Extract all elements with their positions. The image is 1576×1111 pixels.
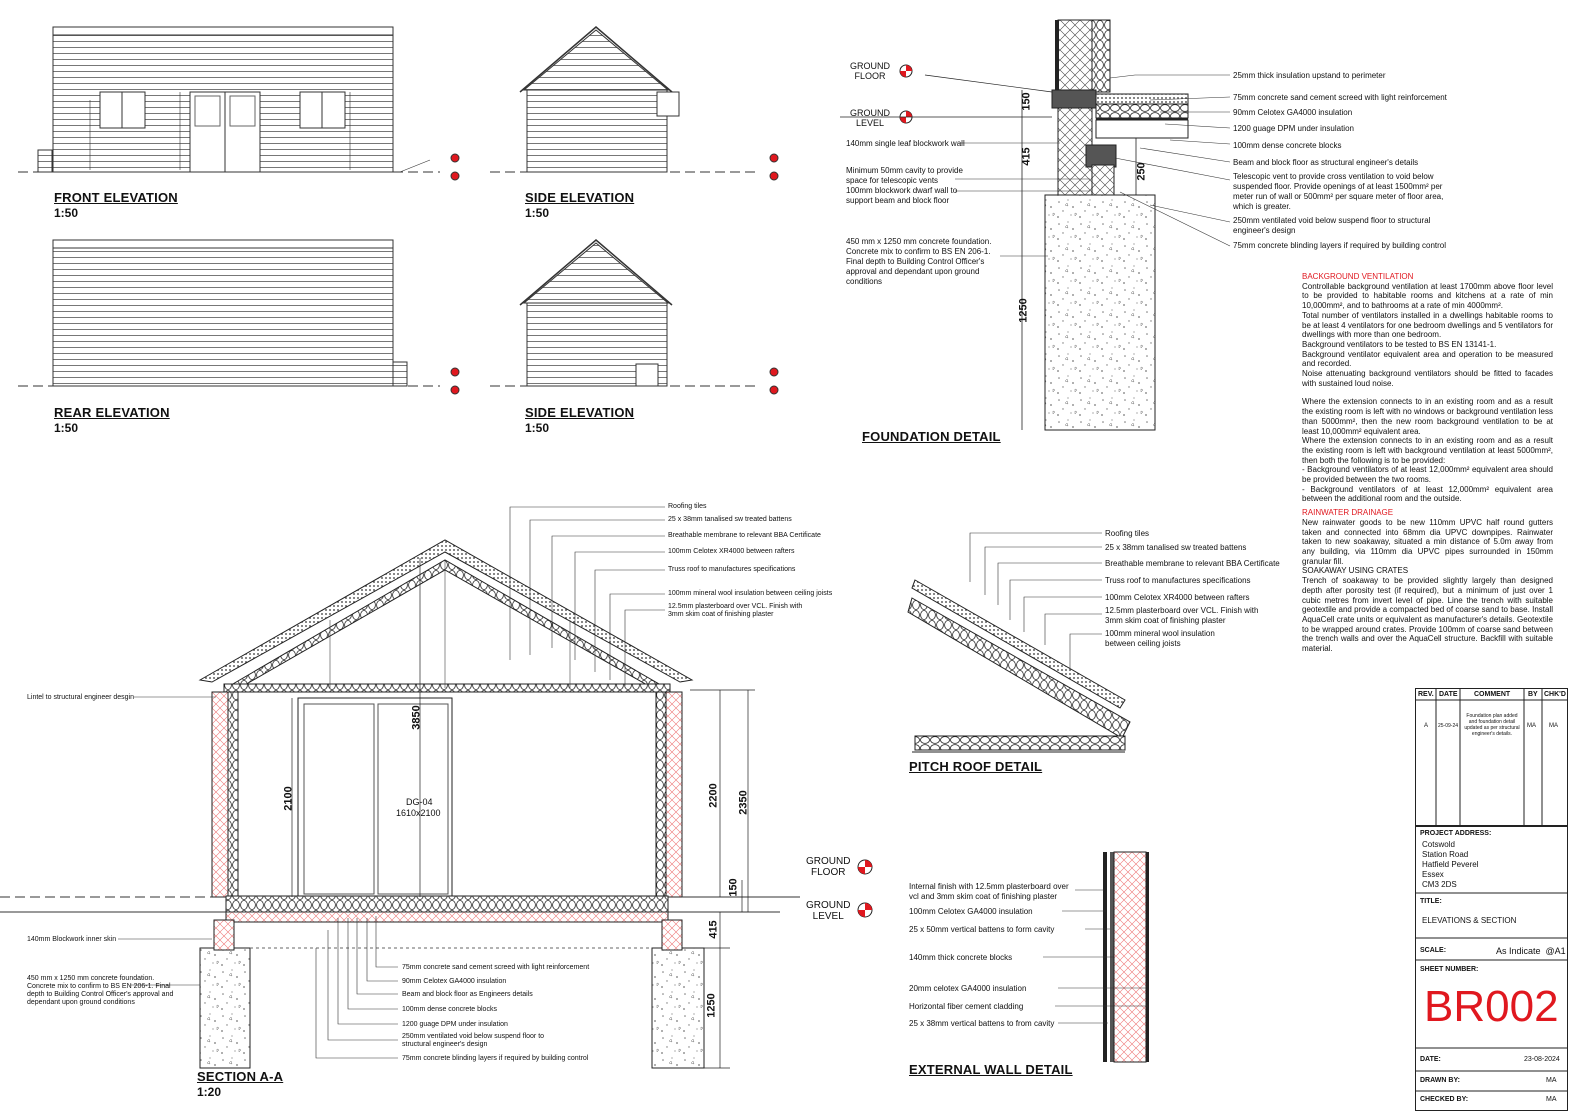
pitch-roof-detail-drawing	[908, 533, 1130, 752]
external-wall-detail-title: EXTERNAL WALL DETAIL	[909, 1062, 1073, 1077]
by-cell: MA	[1527, 723, 1536, 729]
pitch-roof-detail-title: PITCH ROOF DETAIL	[909, 759, 1043, 774]
section-roof-note: 100mm mineral wool insulation between ceiling joists	[668, 590, 833, 597]
sheet-number-label: SHEET NUMBER:	[1420, 966, 1479, 973]
address-line: Station Road	[1422, 850, 1469, 859]
date-header: DATE	[1439, 691, 1458, 698]
comment-cell: Foundation plan added and foundation detail updated as per structural engineer's details.	[1464, 713, 1520, 737]
section-floor-note: 1200 guage DPM under insulation	[402, 1021, 508, 1028]
section-roof-note: Roofing tiles	[668, 503, 707, 510]
foundation-note-dense-blocks: 100mm dense concrete blocks	[1233, 141, 1342, 150]
dim-2100: 2100	[282, 786, 295, 811]
revision-table	[1415, 688, 1568, 827]
pitch-roof-note: 100mm Celotex XR4000 between rafters	[1105, 593, 1250, 602]
foundation-detail-title: FOUNDATION DETAIL	[862, 429, 1001, 444]
notes-paragraph: Controllable background ventilation at least 1700mm above floor level to be provided to habitable rooms and kitchens at a rate of min 10,000mm², and to bathrooms at a rate of min 4000mm².	[1302, 281, 1553, 311]
section-lintel-note: Lintel to structural engineer desgin	[27, 694, 135, 701]
front-elevation-title: FRONT ELEVATION	[54, 190, 178, 205]
title-label: TITLE:	[1420, 898, 1442, 905]
external-wall-note: 25 x 50mm vertical battens to form cavity	[909, 925, 1055, 934]
notes-paragraph: Where the extension connects to in an existing room and as a result the existing room is left with background ventilation at least 5000mm², then both the following is to be provided:	[1302, 436, 1553, 465]
section-floor-note: 75mm concrete sand cement screed with light reinforcement	[402, 964, 590, 971]
pitch-roof-note: Truss roof to manufactures specifications	[1105, 576, 1251, 585]
background-ventilation-heading: BACKGROUND VENTILATION	[1302, 272, 1414, 281]
scale-label: SCALE:	[1420, 947, 1447, 954]
notes-paragraph: Trench of soakaway to be provided slightly largely than designed depth after porosity test (if required), but a minimum of just over 1 cubic metres from invert level of pipe. Line the trench with suitable geotextile and provide a compacted bed of coarse sand to base. Install AquaCell crate units or equivalent as manufacturer's details. Geotextile to be wrapped around crates. Provide 100mm of coarse sand between the trench walls and over the AquaCell structure. Backfill with suitable material.	[1302, 576, 1553, 654]
notes-paragraph: Noise attenuating background ventilators should be fitted to facades with sustained loud noise.	[1302, 369, 1553, 388]
foundation-dim-415: 415	[1020, 147, 1033, 166]
notes-paragraph: Background ventilators to be tested to BS EN 13141-1.	[1302, 339, 1497, 349]
dim-415: 415	[707, 920, 720, 939]
foundation-note-dwarf-wall: 100mm blockwork dwarf wall to support beam and block floor	[846, 186, 958, 205]
front-elevation-scale: 1:50	[54, 206, 79, 220]
section-floor-note: Beam and block floor as Engineers details	[402, 991, 533, 998]
door-tag: DG-04	[406, 797, 433, 807]
address-line: Cotswold	[1422, 840, 1455, 849]
notes-paragraph: Where the extension connects to in an existing room and as a result the existing room is left with no windows or background ventilation less than 5000mm², then the new room background ventilation to be at least 10,000mm² equivalent area.	[1302, 397, 1553, 436]
section-roof-note: Truss roof to manufactures specifications	[668, 566, 796, 573]
external-wall-note: 140mm thick concrete blocks	[909, 953, 1013, 962]
rev-cell: A	[1424, 723, 1429, 729]
title-value: ELEVATIONS & SECTION	[1422, 916, 1517, 925]
front-elevation-drawing	[18, 27, 459, 180]
section-roof-note: 100mm Celotex XR4000 between rafters	[668, 548, 795, 555]
rear-elevation-scale: 1:50	[54, 421, 79, 435]
foundation-note-concrete: 450 mm x 1250 mm concrete foundation. Concrete mix to confirm to BS EN 206-1. Final depth to Building Control Officer's approval and dependant upon ground conditions	[846, 237, 992, 286]
foundation-note-dpm: 1200 guage DPM under insulation	[1233, 124, 1354, 133]
rainwater-drainage-heading: RAINWATER DRAINAGE	[1302, 508, 1394, 518]
pitch-roof-note: 100mm mineral wool insulation between ceiling joists	[1105, 629, 1215, 648]
section-scale: 1:20	[197, 1085, 222, 1099]
section-floor-note: 75mm concrete blinding layers if required by building control	[402, 1055, 589, 1062]
external-wall-note: 20mm celotex GA4000 insulation	[909, 984, 1027, 993]
foundation-dim-1250: 1250	[1017, 298, 1030, 323]
foundation-note-beam-block: Beam and block floor as structural engineer's details	[1233, 158, 1419, 167]
external-wall-note: 100mm Celotex GA4000 insulation	[909, 907, 1033, 916]
side-elevation-1-title: SIDE ELEVATION	[525, 190, 635, 205]
side-elevation-2-drawing	[490, 240, 778, 394]
section-floor-note: 90mm Celotex GA4000 insulation	[402, 978, 507, 985]
rev-header: REV.	[1418, 691, 1434, 698]
address-line: Hatfield Peverel	[1422, 860, 1479, 869]
dim-3850: 3850	[410, 705, 423, 730]
foundation-note-screed: 75mm concrete sand cement screed with light reinforcement	[1233, 93, 1447, 102]
drawn-by-label: DRAWN BY:	[1420, 1077, 1460, 1084]
notes-paragraph: Background ventilator equivalent area and operation to be measured and recorded.	[1302, 349, 1553, 369]
notes-paragraph: SOAKAWAY USING CRATES	[1302, 566, 1409, 576]
foundation-ground-floor-marker: GROUND FLOOR	[850, 61, 890, 81]
date-value: 23-08-2024	[1524, 1056, 1560, 1063]
side-elevation-1-scale: 1:50	[525, 206, 550, 220]
chkd-header: CHK'D	[1544, 691, 1566, 698]
pitch-roof-note: Roofing tiles	[1105, 529, 1150, 538]
notes-paragraph: - Background ventilators of at least 12,000mm² equivalent area between the additional room and the outside.	[1302, 484, 1553, 504]
sheet-number: BR002	[1424, 982, 1559, 1031]
pitch-roof-note: 25 x 38mm tanalised sw treated battens	[1105, 543, 1247, 552]
foundation-dim-150: 150	[1020, 92, 1033, 111]
scale-value: As Indicate @A1	[1496, 946, 1566, 956]
external-wall-note: Internal finish with 12.5mm plasterboard over vcl and 3mm skim coat of finishing plaster	[909, 882, 1069, 901]
foundation-note-celotex: 90mm Celotex GA4000 insulation	[1233, 108, 1353, 117]
section-roof-note: Breathable membrane to relevant BBA Certificate	[668, 532, 821, 539]
foundation-note-telescopic-vent: Telescopic vent to provide cross ventilation to void below suspended floor. Provide openings of at least 1500mm² per meter run of wall or 500mm² per square meter of floor area, which is greater.	[1233, 172, 1444, 211]
section-floor-note: 250mm ventilated void below suspend floor to structural engineer's design	[402, 1033, 545, 1048]
section-foundation-note: 450 mm x 1250 mm concrete foundation. Concrete mix to confirm to BS EN 206-1. Final depth to Building Control Officer's approval and dependant upon ground conditions	[27, 975, 174, 1006]
drawn-by-value: MA	[1546, 1077, 1557, 1084]
section-roof-note: 25 x 38mm tanalised sw treated battens	[668, 516, 792, 523]
date-label: DATE:	[1420, 1056, 1441, 1063]
foundation-note-upstand: 25mm thick insulation upstand to perimeter	[1233, 71, 1386, 80]
foundation-dim-250: 250	[1135, 162, 1148, 181]
side-elevation-2-scale: 1:50	[525, 421, 550, 435]
rear-elevation-drawing	[18, 240, 459, 394]
rear-elevation-title: REAR ELEVATION	[54, 405, 170, 420]
notes-paragraph: Total number of ventilators installed in a dwellings habitable rooms to be at least 4 ventilators for one bedroom dwellings and 5 ventilators for dwellings with more than one bedroom.	[1302, 310, 1553, 340]
specification-notes	[1302, 272, 1553, 654]
pitch-roof-note: Breathable membrane to relevant BBA Certificate	[1105, 559, 1280, 568]
section-inner-skin-note: 140mm Blockwork inner skin	[27, 936, 117, 943]
foundation-note-void: 250mm ventilated void below suspend floor to structural engineer's design	[1233, 216, 1431, 235]
section-ground-floor-marker: GROUND FLOOR	[806, 856, 851, 878]
section-title: SECTION A-A	[197, 1069, 284, 1084]
foundation-ground-level-marker: GROUND LEVEL	[850, 108, 890, 128]
dim-2350: 2350	[737, 790, 750, 815]
dim-150: 150	[727, 878, 740, 897]
door-size: 1610x2100	[396, 808, 441, 818]
project-address-label: PROJECT ADDRESS:	[1420, 830, 1492, 837]
dim-1250: 1250	[705, 993, 718, 1018]
dim-2200: 2200	[707, 783, 720, 808]
side-elevation-2-title: SIDE ELEVATION	[525, 405, 635, 420]
section-roof-note: 12.5mm plasterboard over VCL. Finish with 3mm skim coat of finishing plaster	[668, 603, 803, 618]
address-line: CM3 2DS	[1422, 880, 1457, 889]
external-wall-note: 25 x 38mm vertical battens to from cavity	[909, 1019, 1055, 1028]
date-cell: 25-09-24	[1438, 723, 1459, 729]
checked-by-value: MA	[1546, 1096, 1557, 1103]
side-elevation-1-drawing	[490, 27, 778, 180]
section-floor-note: 100mm dense concrete blocks	[402, 1006, 497, 1013]
notes-paragraph: - Background ventilators of at least 12,000mm² equivalent area should be provided between the two rooms.	[1302, 465, 1553, 485]
checked-by-label: CHECKED BY:	[1420, 1096, 1469, 1103]
comment-header: COMMENT	[1474, 691, 1511, 698]
address-line: Essex	[1422, 870, 1444, 879]
foundation-detail-drawing	[840, 20, 1230, 430]
by-header: BY	[1528, 691, 1538, 698]
title-block	[1415, 825, 1568, 1111]
notes-paragraph: New rainwater goods to be new 110mm UPVC half round gutters taken and connected into 68mm dia UPVC downpipes. Rainwater taken to new soakaway, situated a min distance of 5.0m away from any building, via 110mm dia UPVC pipes surrounded in 150mm granular fill.	[1302, 517, 1553, 566]
foundation-note-blockwork: 140mm single leaf blockwork wall	[846, 139, 965, 148]
foundation-note-cavity: Minimum 50mm cavity to provide space for telescopic vents	[846, 166, 963, 185]
chkd-cell: MA	[1549, 723, 1558, 729]
external-wall-note: Horizontal fiber cement cladding	[909, 1002, 1024, 1011]
section-ground-level-marker: GROUND LEVEL	[806, 900, 851, 922]
pitch-roof-note: 12.5mm plasterboard over VCL. Finish with 3mm skim coat of finishing plaster	[1105, 606, 1259, 625]
foundation-note-blinding: 75mm concrete blinding layers if required by building control	[1233, 241, 1446, 250]
